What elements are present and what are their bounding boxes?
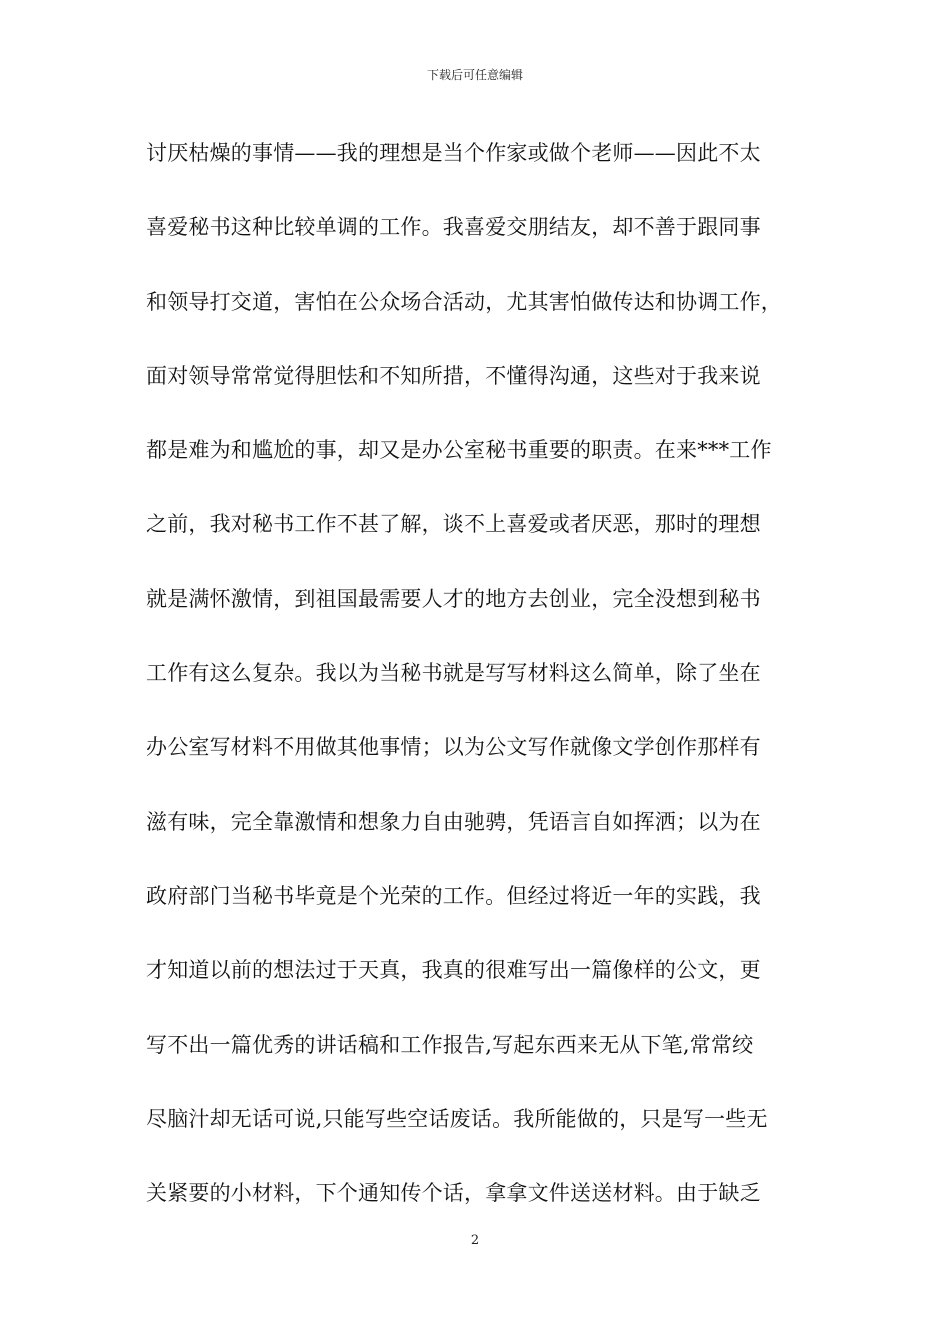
text-line: 政府部门当秘书毕竟是个光荣的工作。但经过将近一年的实践，我 [146,883,761,908]
text-line: 就是满怀激情，到祖国最需要人才的地方去创业，完全没想到秘书 [146,586,761,611]
text-line: 都是难为和尴尬的事，却又是办公室秘书重要的职责。在来***工作 [146,438,772,463]
text-line: 工作有这么复杂。我以为当秘书就是写写材料这么简单，除了坐在 [146,661,761,686]
text-line: 关紧要的小材料，下个通知传个话，拿拿文件送送材料。由于缺乏 [146,1181,761,1206]
text-line: 喜爱秘书这种比较单调的工作。我喜爱交朋结友，却不善于跟同事 [146,215,761,240]
text-line: 讨厌枯燥的事情——我的理想是当个作家或做个老师——因此不太 [146,141,761,165]
text-line: 才知道以前的想法过于天真，我真的很难写出一篇像样的公文，更 [146,958,761,983]
text-line: 办公室写材料不用做其他事情；以为公文写作就像文学创作那样有 [146,735,761,760]
body-text [146,128,826,1242]
text-line: 尽脑汁却无话可说,只能写些空话废话。我所能做的，只是写一些无 [146,1106,768,1131]
page-number: 2 [470,1233,480,1248]
text-line: 写不出一篇优秀的讲话稿和工作报告,写起东西来无从下笔,常常绞 [146,1032,754,1057]
text-line: 滋有味，完全靠激情和想象力自由驰骋，凭语言自如挥洒；以为在 [146,809,761,834]
page-header: 下载后可任意编辑 [426,68,523,82]
text-line: 和领导打交道，害怕在公众场合活动，尤其害怕做传达和协调工作， [146,289,782,314]
text-line: 面对领导常常觉得胆怯和不知所措，不懂得沟通，这些对于我来说 [146,363,761,388]
text-line: 之前，我对秘书工作不甚了解，谈不上喜爱或者厌恶，那时的理想 [146,512,761,537]
